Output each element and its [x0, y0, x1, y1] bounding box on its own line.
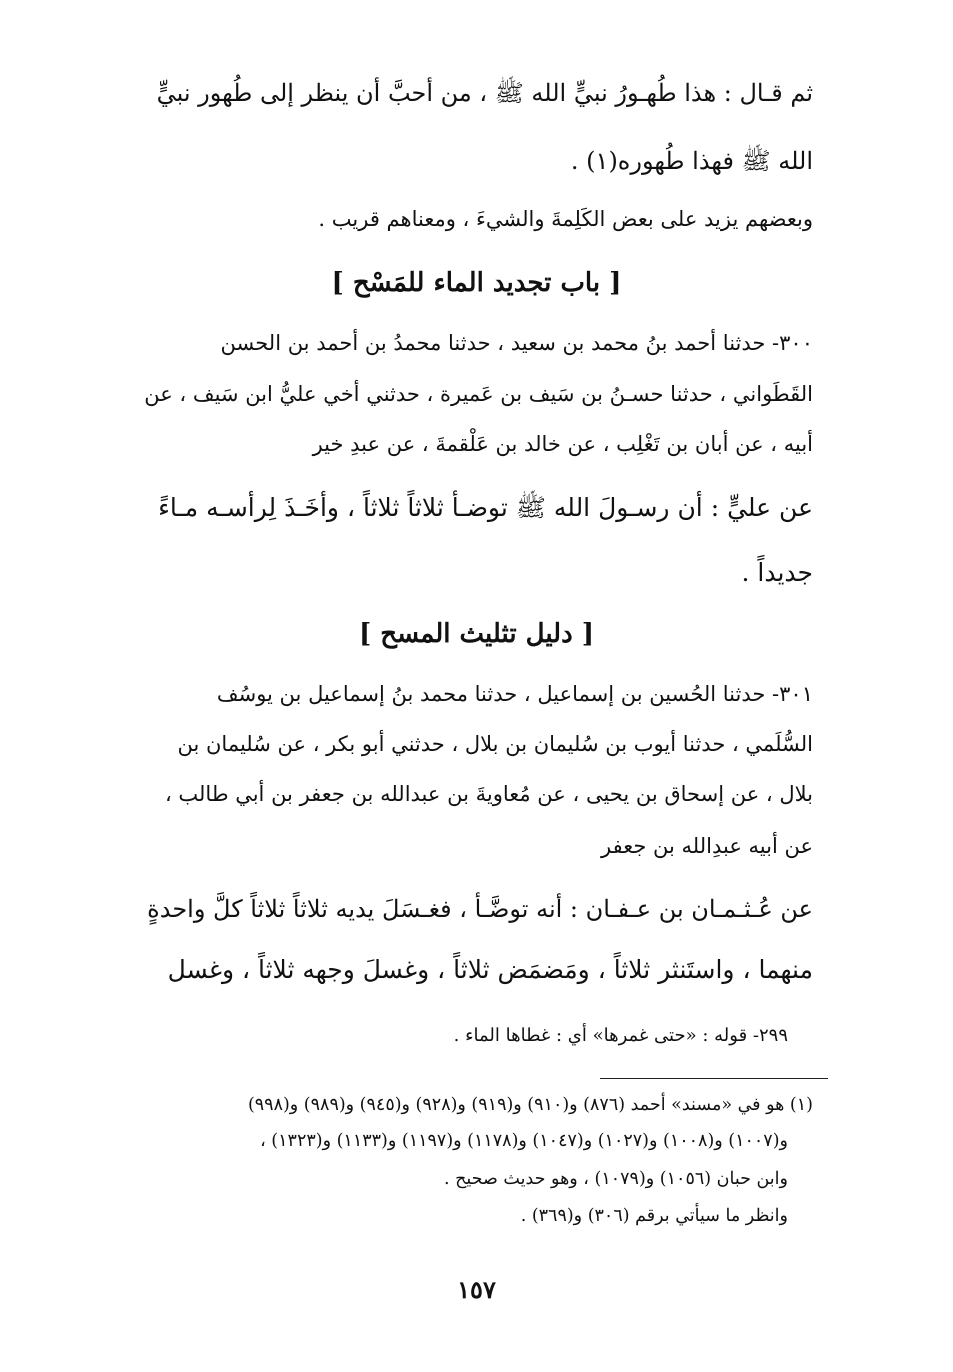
page-number: ١٥٧ — [457, 1275, 496, 1304]
footnote-line-3: وابن حبان (١٠٥٦) و(١٠٧٩) ، وهو حديث صحيح . — [443, 1169, 788, 1189]
matn-300-line-1: عن عليٍّ : أن رسـولَ الله ﷺ توضـأ ثلاثاً ثلاثاً ، وأخَـذَ لِرأسـه مـاءً — [158, 493, 813, 522]
footnote-line-1: (١) هو في «مسند» أحمد (٨٧٦) و(٩١٠) و(٩١٩) و(٩٢٨) و(٩٤٥) و(٩٨٩) و(٩٩٨) — [247, 1095, 813, 1115]
intro-line-2: الله ﷺ فهذا طُهوره(١) . — [570, 147, 813, 175]
isnad-301-line-4: عن أبيه عبدِالله بن جعفر — [601, 834, 813, 858]
intro-line-1: ثم قـال : هذا طُهـورُ نبيٍّ الله ﷺ ، من أحبَّ أن ينظر إلى طُهور نبيٍّ — [156, 79, 813, 107]
footnote-line-4: وانظر ما سيأتي برقم (٣٠٦) و(٣٦٩) . — [520, 1206, 788, 1226]
isnad-300-line-2: القَطَواني ، حدثنا حسـنُ بن سَيف بن عَميرة ، حدثني أخي عليُّ ابن سَيف ، عن — [144, 382, 813, 406]
isnad-300-line-3: أبيه ، عن أبان بن تَغْلِب ، عن خالد بن عَلْقمةَ ، عن عبدِ خير — [312, 432, 813, 456]
section-heading-triple-wiping: [ دليل تثليث المسح ] — [358, 619, 595, 649]
matn-301-line-2: منهما ، واستَنثر ثلاثاً ، ومَضمَض ثلاثاً ، وغسلَ وجهه ثلاثاً ، وغسل — [167, 955, 813, 984]
matn-301-line-1: عن عُـثـمـان بن عـفـان : أنه توضَّـأ ، فغـسَلَ يديه ثلاثاً ثلاثاً كلَّ واحدةٍ — [147, 895, 813, 923]
isnad-301-line-1: ٣٠١- حدثنا الحُسين بن إسماعيل ، حدثنا محمد بنُ إسماعيل بن يوسُف — [216, 682, 813, 706]
isnad-300-line-1: ٣٠٠- حدثنا أحمد بنُ محمد بن سعيد ، حدثنا محمدُ بن أحمد بن الحسن — [220, 331, 813, 355]
commentary-299: ٢٩٩- قوله : «حتى غمرها» أي : غطاها الماء . — [453, 1025, 788, 1046]
intro-line-3: وبعضهم يزيد على بعض الكَلِمةَ والشيءَ ، ومعناهم قريب . — [318, 207, 813, 231]
isnad-301-line-2: السُّلَمي ، حدثنا أيوب بن سُليمان بن بلال ، حدثني أبو بكر ، عن سُليمان بن — [177, 732, 813, 756]
footnote-line-2: و(١٠٠٧) و(١٠٠٨) و(١٠٢٧) و(١٠٤٧) و(١١٧٨) و(١١٩٧) و(١١٣٣) و(١٣٢٣) ، — [260, 1131, 788, 1151]
matn-300-line-2: جديداً . — [741, 558, 813, 587]
footnote-separator — [600, 1078, 828, 1079]
section-heading-renew-water: [ باب تجديد الماء للمَسْح ] — [331, 268, 622, 298]
isnad-301-line-3: بلال ، عن إسحاق بن يحيى ، عن مُعاويةَ بن عبدالله بن جعفر بن أبي طالب ، — [164, 782, 813, 806]
